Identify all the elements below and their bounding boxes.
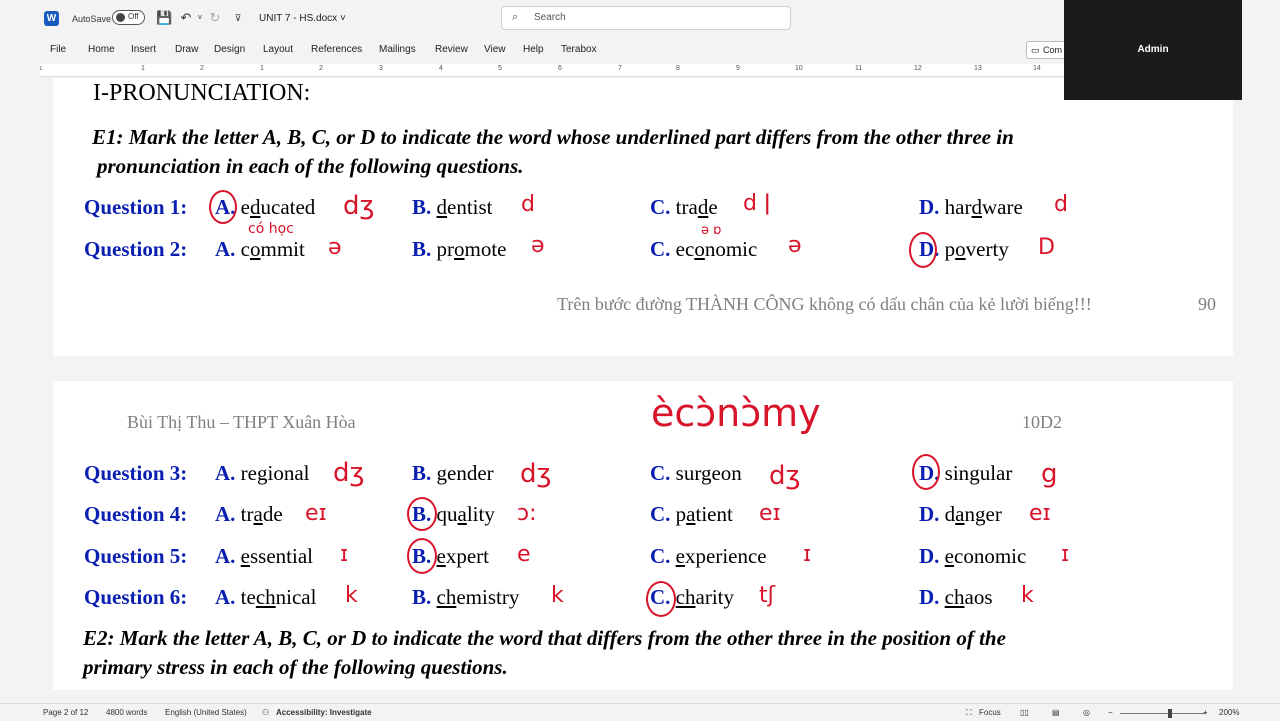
focus-icon[interactable]: ⛶: [966, 708, 972, 717]
ruler-number: 1: [141, 65, 145, 72]
option-b: B. chemistry: [412, 585, 520, 609]
print-layout-icon[interactable]: ▤: [1052, 708, 1060, 717]
option-b: B. promote: [412, 237, 507, 261]
option-a: A. essential: [215, 544, 313, 568]
option-b: B. expert: [412, 544, 489, 568]
handwritten-note: dʒ: [769, 461, 801, 491]
document-title[interactable]: UNIT 7 - HS.docx ˅: [259, 13, 346, 24]
option-c: C. trade: [650, 195, 718, 219]
tab-insert[interactable]: Insert: [131, 44, 157, 55]
section-heading: I-PRONUNCIATION:: [93, 80, 311, 106]
handwritten-note: eɪ: [1029, 501, 1051, 526]
option-c: C. patient: [650, 502, 733, 526]
handwritten-note: ɪ: [803, 542, 812, 567]
read-mode-icon[interactable]: ▯▯: [1020, 708, 1029, 717]
tab-help[interactable]: Help: [523, 44, 544, 55]
option-a: A. trade: [215, 502, 283, 526]
page-header-right: 10D2: [1022, 412, 1062, 432]
handwritten-note: dʒ: [520, 459, 552, 489]
ruler-number: 2: [319, 65, 323, 72]
handwritten-note: dʒ: [343, 191, 375, 221]
ruler-number: 7: [618, 65, 622, 72]
option-b: B. gender: [412, 461, 494, 485]
option-a: A. educated: [215, 195, 316, 219]
autosave-toggle[interactable]: [112, 10, 145, 25]
instruction-e2-line1: E2: Mark the letter A, B, C, or D to indicate the word that differs from the other three in the position of the: [83, 626, 1006, 650]
ruler-number: 14: [1033, 65, 1041, 72]
instruction-e1-line1: E1: Mark the letter A, B, C, or D to indicate the word whose underlined part differs from the other three in: [92, 125, 1014, 149]
handwritten-note: ɪ: [340, 542, 349, 567]
search-placeholder: Search: [534, 12, 566, 23]
zoom-out-icon[interactable]: −: [1108, 708, 1113, 717]
ruler-number: 8: [676, 65, 680, 72]
handwritten-note: có học: [248, 221, 294, 237]
answer-circle: [407, 497, 437, 531]
option-a: A. commit: [215, 237, 305, 261]
comment-icon: ▭: [1031, 45, 1040, 55]
ruler-number: 5: [498, 65, 502, 72]
document-page-2[interactable]: [53, 381, 1233, 690]
question-label: Question 3:: [84, 461, 188, 485]
tab-layout[interactable]: Layout: [263, 44, 294, 55]
option-b: B. quality: [412, 502, 495, 526]
option-d: D. chaos: [919, 585, 993, 609]
ruler-number: 9: [736, 65, 740, 72]
handwritten-note: k: [1021, 583, 1034, 608]
web-layout-icon[interactable]: ◎: [1083, 708, 1090, 717]
tab-view[interactable]: View: [484, 44, 506, 55]
redo-icon[interactable]: ↻: [209, 10, 221, 25]
option-d: D. danger: [919, 502, 1002, 526]
zoom-slider-thumb[interactable]: [1168, 709, 1172, 718]
tab-review[interactable]: Review: [435, 44, 468, 55]
option-d: D. economic: [919, 544, 1027, 568]
tab-file[interactable]: File: [50, 44, 67, 55]
handwritten-note: ə: [531, 233, 545, 258]
ribbon-tabs: [0, 38, 1070, 62]
zoom-level[interactable]: 200%: [1219, 708, 1240, 717]
option-c: C. economic: [650, 237, 758, 261]
tab-design[interactable]: Design: [214, 44, 246, 55]
ruler-number: 1: [260, 65, 264, 72]
page-number: 90: [1198, 294, 1216, 314]
tab-references[interactable]: References: [311, 44, 363, 55]
handwritten-note: ɪ: [1061, 542, 1070, 567]
ruler-number: 2: [200, 65, 204, 72]
answer-circle: [407, 538, 437, 574]
save-icon[interactable]: 💾: [156, 10, 173, 25]
question-label: Question 2:: [84, 237, 188, 261]
ruler-number: 3: [379, 65, 383, 72]
question-label: Question 4:: [84, 502, 188, 526]
tab-terabox[interactable]: Terabox: [561, 44, 597, 55]
ruler-number: 6: [558, 65, 562, 72]
handwritten-note: dʒ: [333, 458, 365, 488]
question-label: Question 5:: [84, 544, 188, 568]
handwritten-note: ècɔ̀nɔ̀my: [651, 391, 821, 435]
undo-dropdown-icon[interactable]: ˅: [197, 13, 203, 22]
option-a: A. regional: [215, 461, 310, 485]
participant-video-panel: [1064, 0, 1242, 100]
handwritten-note: e: [517, 542, 531, 567]
handwritten-note: eɪ: [305, 501, 327, 526]
ruler-number: 4: [439, 65, 443, 72]
page-footer: Trên bước đường THÀNH CÔNG không có dấu chân của kẻ lười biếng!!!: [557, 294, 1092, 314]
customize-toolbar-icon[interactable]: ⊽: [234, 13, 242, 23]
document-page-1[interactable]: [53, 78, 1233, 356]
handwritten-note: k: [551, 583, 564, 608]
tab-draw[interactable]: Draw: [175, 44, 199, 55]
option-d: D. singular: [919, 461, 1013, 485]
handwritten-note: k: [345, 583, 358, 608]
search-box[interactable]: [501, 6, 791, 30]
word-count[interactable]: 4800 words: [106, 708, 148, 717]
autosave-label: AutoSave: [72, 14, 112, 24]
search-icon: ⌕: [512, 11, 519, 23]
accessibility-icon[interactable]: ⚇: [262, 708, 270, 717]
accessibility-status[interactable]: Accessibility: Investigate: [276, 708, 372, 717]
status-bar: [0, 703, 1280, 721]
handwritten-note: tʃ: [759, 583, 776, 608]
handwritten-note: ə: [788, 233, 802, 258]
question-label: Question 1:: [84, 195, 188, 219]
answer-circle: [646, 581, 676, 617]
option-d: D. hardware: [919, 195, 1023, 219]
tab-home[interactable]: Home: [88, 44, 115, 55]
answer-circle: [209, 190, 237, 224]
question-label: Question 6:: [84, 585, 188, 609]
page-header-left: Bùi Thị Thu – THPT Xuân Hòa: [127, 412, 356, 432]
answer-circle: [909, 232, 937, 268]
page-count[interactable]: Page 2 of 12: [43, 708, 89, 717]
ruler-number: 12: [914, 65, 922, 72]
instruction-e2-line2: primary stress in each of the following questions.: [83, 655, 508, 679]
horizontal-ruler[interactable]: [40, 64, 1065, 77]
handwritten-note: d ǀ: [743, 191, 771, 216]
ruler-number: 10: [795, 65, 803, 72]
word-app-icon[interactable]: W: [44, 11, 59, 26]
focus-label[interactable]: Focus: [979, 708, 1001, 717]
participant-name: Admin: [1137, 44, 1169, 55]
option-d: D. poverty: [919, 237, 1009, 261]
answer-circle: [912, 454, 940, 490]
handwritten-note: D: [1038, 235, 1055, 260]
toggle-knob: [116, 13, 125, 22]
handwritten-note: ə ɒ: [701, 223, 722, 238]
ruler-number: 13: [974, 65, 982, 72]
handwritten-note: ə: [328, 235, 342, 260]
handwritten-note: ɔ:: [517, 501, 537, 526]
option-b: B. dentist: [412, 195, 493, 219]
zoom-slider[interactable]: [1120, 713, 1206, 714]
handwritten-note: eɪ: [759, 501, 781, 526]
handwritten-note: g: [1041, 459, 1058, 489]
handwritten-note: d: [1054, 192, 1068, 217]
option-a: A. technical: [215, 585, 317, 609]
handwritten-note: d: [521, 192, 535, 217]
comments-label: Com: [1043, 45, 1063, 55]
instruction-e1-line2: pronunciation in each of the following questions.: [97, 154, 524, 178]
option-c: C. surgeon: [650, 461, 742, 485]
undo-icon[interactable]: ↶: [180, 10, 192, 25]
autosave-state: Off: [128, 12, 139, 21]
option-c: C. charity: [650, 585, 734, 609]
zoom-in-icon[interactable]: +: [1203, 708, 1208, 717]
language[interactable]: English (United States): [165, 708, 247, 717]
tab-stop-icon[interactable]: ʟ: [40, 65, 43, 72]
ruler-number: 11: [855, 65, 863, 72]
tab-mailings[interactable]: Mailings: [379, 44, 416, 55]
option-c: C. experience: [650, 544, 767, 568]
